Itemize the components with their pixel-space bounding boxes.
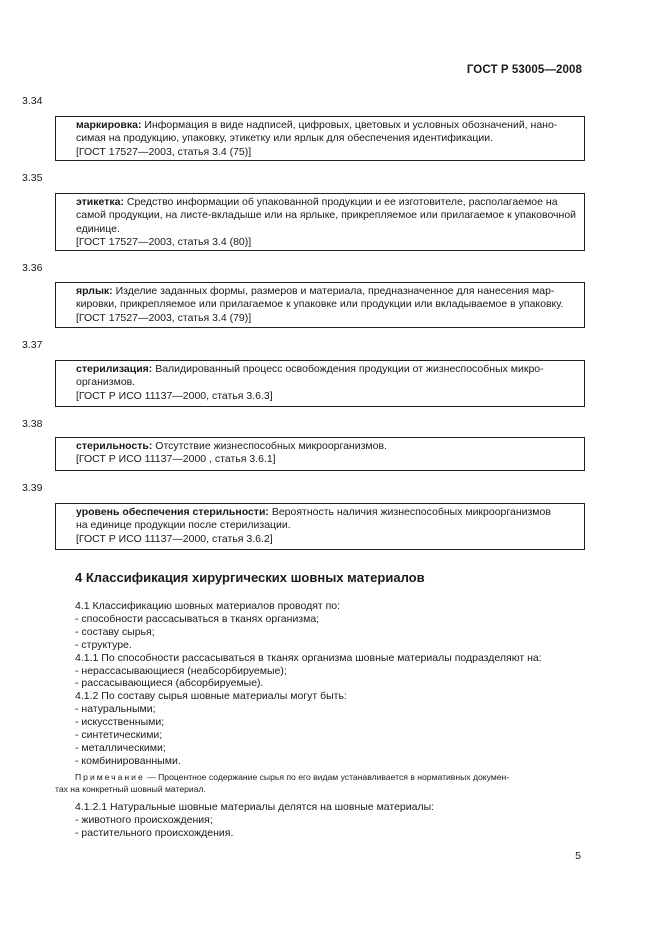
term-number: 3.34: [22, 95, 43, 107]
term-box: [55, 360, 585, 407]
term-definition: Отсутствие жизнеспособных микроорганизмов.: [155, 440, 387, 452]
list-item: - рассасывающиеся (абсорбируемые).: [75, 677, 264, 690]
term-name: стерилизация:: [76, 363, 153, 375]
list-item: - синтетическими;: [75, 729, 163, 742]
term-reference: [ГОСТ 17527—2003, статья 3.4 (80)]: [76, 236, 252, 249]
term-definition: кировки, прикрепляемое или прилагаемое к упаковке или продукции или вкладываемое в упаковку.: [76, 298, 564, 311]
term-definition: самой продукции, на листе-вкладыше или на ярлыке, прикрепляемое или прилагаемое к упаковочной: [76, 209, 577, 222]
natural-materials-list: [75, 801, 585, 840]
list-item: - животного происхождения;: [75, 813, 213, 826]
note-text: — Процентное содержание сырья по его видам устанавливается в нормативных докумен-: [144, 772, 510, 782]
classification-list: [75, 600, 585, 768]
list-item: - натуральными;: [75, 703, 156, 716]
list-item: 4.1.2.1 Натуральные шовные материалы делятся на шовные материалы:: [75, 801, 435, 813]
term-definition: Валидированный процесс освобождения продукции от жизнеспособных микро-: [155, 363, 544, 375]
note: [55, 771, 585, 795]
term-box: [55, 193, 585, 251]
term-definition: на единице продукции после стерилизации.: [76, 519, 291, 532]
list-item: - металлическими;: [75, 741, 166, 754]
term-name: маркировка:: [76, 119, 142, 131]
term-reference: [ГОСТ 17527—2003, статья 3.4 (79)]: [76, 311, 252, 324]
term-reference: [ГОСТ 17527—2003, статья 3.4 (75)]: [76, 145, 252, 158]
list-item: - растительного происхождения.: [75, 826, 234, 839]
document-header: ГОСТ Р 53005—2008: [466, 64, 582, 76]
term-reference: [ГОСТ Р ИСО 11137—2000 , статья 3.6.1]: [76, 453, 276, 466]
term-name: уровень обеспечения стерильности:: [76, 506, 269, 518]
term-definition: симая на продукцию, упаковку, этикетку или ярлык для обеспечения идентификации.: [76, 132, 494, 145]
term-definition: Информация в виде надписей, цифровых, цветовых и условных обозначений, нано-: [144, 119, 558, 131]
term-box: [55, 437, 585, 471]
term-name: этикетка:: [76, 196, 124, 208]
term-number: 3.39: [22, 482, 43, 494]
list-item: 4.1.1 По способности рассасываться в тканях организма шовные материалы подразделяют на:: [75, 651, 542, 664]
page-number: 5: [575, 850, 581, 862]
term-definition: организмов.: [76, 376, 136, 389]
term-number: 3.38: [22, 418, 43, 430]
list-item: - искусственными;: [75, 716, 165, 729]
term-definition: Средство информации об упакованной продукции и ее изготовителе, располагаемое на: [126, 196, 558, 208]
term-box: [55, 116, 585, 161]
term-definition: Вероятность наличия жизнеспособных микроорганизмов: [271, 506, 551, 518]
section-title: 4 Классификация хирургических шовных материалов: [75, 570, 425, 585]
term-number: 3.37: [22, 339, 43, 351]
term-number: 3.35: [22, 172, 43, 184]
list-item: 4.1.2 По составу сырья шовные материалы могут быть:: [75, 690, 347, 703]
term-name: стерильность:: [76, 440, 153, 452]
note-label: Примечание: [75, 772, 145, 782]
term-number: 3.36: [22, 262, 43, 274]
term-name: ярлык:: [76, 285, 113, 297]
note-text: тах на конкретный шовный материал.: [55, 784, 206, 794]
list-item: - структуре.: [75, 638, 132, 651]
term-box: [55, 503, 585, 550]
list-item: - комбинированными.: [75, 754, 181, 767]
list-item: 4.1 Классификацию шовных материалов проводят по:: [75, 600, 341, 612]
list-item: - способности рассасываться в тканях организма;: [75, 612, 320, 625]
term-reference: [ГОСТ Р ИСО 11137—2000, статья 3.6.3]: [76, 389, 273, 402]
term-definition: Изделие заданных формы, размеров и материала, предназначенное для нанесения мар-: [115, 285, 555, 297]
term-definition: единице.: [76, 222, 120, 235]
list-item: - составу сырья;: [75, 625, 155, 638]
term-box: [55, 282, 585, 328]
list-item: - нерассасывающиеся (неабсорбируемые);: [75, 664, 287, 677]
term-reference: [ГОСТ Р ИСО 11137—2000, статья 3.6.2]: [76, 532, 273, 545]
